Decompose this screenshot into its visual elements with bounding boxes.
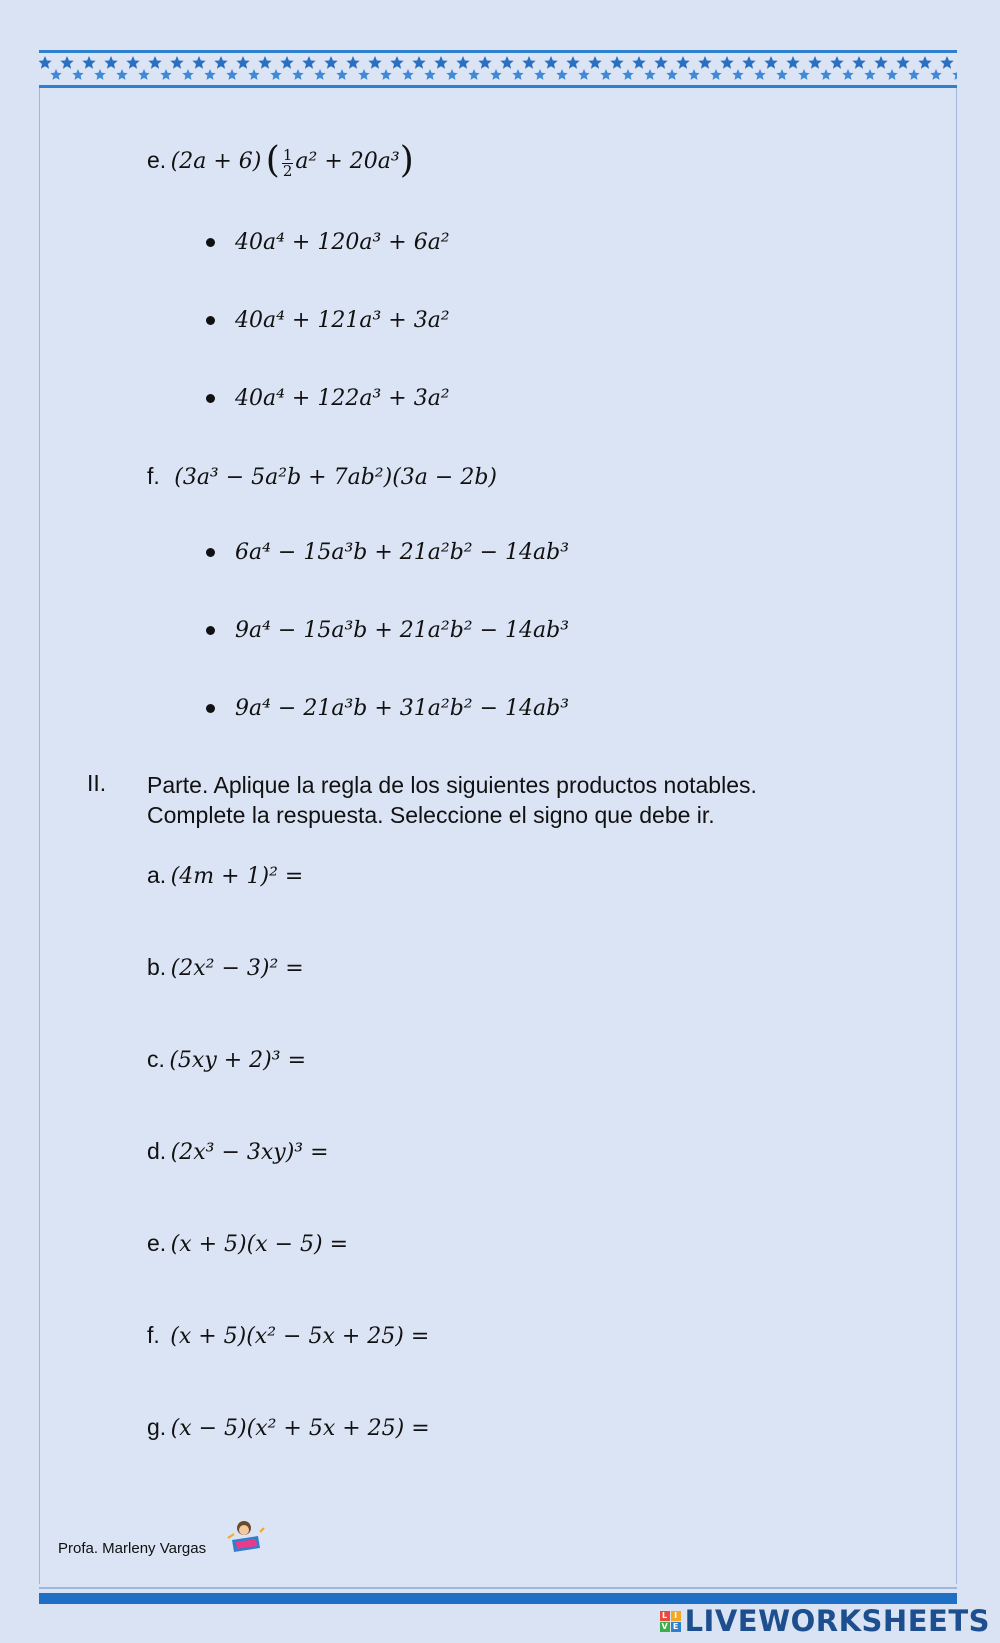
option-choice[interactable] xyxy=(206,618,569,643)
bullet-icon xyxy=(206,548,215,557)
star-icon xyxy=(324,56,337,69)
star-icon xyxy=(534,69,545,80)
star-icon xyxy=(148,56,161,69)
brand-text: LIVEWORKSHEETS xyxy=(684,1604,990,1638)
option-text: 9a⁴ − 21a³b + 31a²b² − 14ab³ xyxy=(235,696,570,721)
star-icon xyxy=(842,69,853,80)
star-icon xyxy=(60,56,73,69)
star-icon xyxy=(676,56,689,69)
star-icon xyxy=(698,56,711,69)
fraction-denominator: 2 xyxy=(282,162,293,181)
star-icon xyxy=(380,69,391,80)
item-b-question xyxy=(147,954,304,981)
item-label: g. xyxy=(147,1414,167,1440)
star-icon xyxy=(204,69,215,80)
star-icon xyxy=(314,69,325,80)
section-instructions xyxy=(147,770,757,830)
item-g-question xyxy=(147,1414,430,1441)
star-icon xyxy=(732,69,743,80)
bullet-icon xyxy=(206,394,215,403)
star-icon xyxy=(754,69,765,80)
grid-letter: V xyxy=(661,1621,668,1631)
star-icon xyxy=(952,69,957,80)
option-choice[interactable] xyxy=(206,540,569,565)
star-icon xyxy=(610,56,623,69)
live-grid-icon xyxy=(660,1611,681,1632)
star-icon xyxy=(566,56,579,69)
grid-letter: I xyxy=(671,1611,681,1621)
star-icon xyxy=(270,69,281,80)
star-icon xyxy=(644,69,655,80)
star-icon xyxy=(764,56,777,69)
star-icon xyxy=(852,56,865,69)
star-icon xyxy=(918,56,931,69)
star-icon xyxy=(786,56,799,69)
item-expression: (x + 5)(x² − 5x + 25) = xyxy=(170,1324,430,1349)
star-icon xyxy=(600,69,611,80)
star-icon xyxy=(710,69,721,80)
star-icon xyxy=(896,56,909,69)
item-c-question xyxy=(147,1046,306,1073)
star-icon xyxy=(930,69,941,80)
item-f-expression: (3a³ − 5a²b + 7ab²)(3a − 2b) xyxy=(174,465,497,490)
open-paren: ( xyxy=(265,140,280,181)
star-icon xyxy=(544,56,557,69)
star-icon xyxy=(478,56,491,69)
bullet-icon xyxy=(206,316,215,325)
option-text: 9a⁴ − 15a³b + 21a²b² − 14ab³ xyxy=(235,618,570,643)
star-icon xyxy=(666,69,677,80)
star-icon xyxy=(874,56,887,69)
close-paren: ) xyxy=(399,140,414,181)
item-e-inner-rest: a² + 20a³ xyxy=(295,149,400,174)
item-label: c. xyxy=(147,1046,165,1072)
star-icon xyxy=(82,56,95,69)
star-icon xyxy=(830,56,843,69)
bullet-icon xyxy=(206,704,215,713)
section-numeral: II. xyxy=(87,770,107,796)
star-icon xyxy=(280,56,293,69)
option-text: 6a⁴ − 15a³b + 21a²b² − 14ab³ xyxy=(235,540,570,565)
item-f2-question xyxy=(147,1322,429,1349)
star-icon xyxy=(104,56,117,69)
star-icon xyxy=(434,56,447,69)
option-choice[interactable] xyxy=(206,696,569,721)
star-icon xyxy=(336,69,347,80)
star-icon xyxy=(170,56,183,69)
item-label: f. xyxy=(147,463,160,489)
option-choice[interactable] xyxy=(206,386,450,411)
item-label: d. xyxy=(147,1138,167,1164)
item-expression: (4m + 1)² = xyxy=(170,864,304,889)
star-icon xyxy=(940,56,953,69)
item-expression: (2x² − 3)² = xyxy=(170,956,304,981)
star-border-band xyxy=(39,50,957,88)
item-expression: (5xy + 2)³ = xyxy=(169,1048,307,1073)
star-icon xyxy=(248,69,259,80)
star-icon xyxy=(39,56,52,69)
star-icon xyxy=(346,56,359,69)
star-icon xyxy=(292,69,303,80)
star-icon xyxy=(402,69,413,80)
item-e-left-factor: (2a + 6) xyxy=(170,149,262,174)
item-expression: (x + 5)(x − 5) = xyxy=(170,1232,349,1257)
star-icon xyxy=(368,56,381,69)
option-choice[interactable] xyxy=(206,230,450,255)
item-label: e. xyxy=(147,147,167,173)
star-icon xyxy=(490,69,501,80)
star-icon xyxy=(160,69,171,80)
item-expression: (2x³ − 3xy)³ = xyxy=(170,1140,329,1165)
option-text: 40a⁴ + 122a³ + 3a² xyxy=(235,386,450,411)
star-icon xyxy=(302,56,315,69)
item-e-question xyxy=(147,140,414,181)
fraction-numerator: 1 xyxy=(282,146,293,165)
author-name: Profa. Marleny Vargas xyxy=(58,1540,207,1557)
bullet-icon xyxy=(206,626,215,635)
star-icon xyxy=(390,56,403,69)
star-icon xyxy=(622,69,633,80)
footer-divider xyxy=(39,1587,957,1589)
star-icon xyxy=(864,69,875,80)
option-text: 40a⁴ + 120a³ + 6a² xyxy=(235,230,450,255)
stars-decoration xyxy=(39,53,957,85)
star-icon xyxy=(412,56,425,69)
star-icon xyxy=(358,69,369,80)
item-e2-question xyxy=(147,1230,348,1257)
item-label: f. xyxy=(147,1322,160,1348)
item-d-question xyxy=(147,1138,329,1165)
star-icon xyxy=(578,69,589,80)
star-icon xyxy=(522,56,535,69)
star-icon xyxy=(588,56,601,69)
grid-letter: E xyxy=(671,1622,681,1632)
star-icon xyxy=(556,69,567,80)
grid-letter: L xyxy=(660,1611,670,1621)
star-icon xyxy=(50,69,61,80)
star-icon xyxy=(226,69,237,80)
star-icon xyxy=(424,69,435,80)
star-icon xyxy=(116,69,127,80)
instruction-line: Parte. Aplique la regla de los siguientes productos notables. xyxy=(147,772,757,798)
star-icon xyxy=(192,56,205,69)
star-icon xyxy=(214,56,227,69)
item-label: b. xyxy=(147,954,167,980)
star-icon xyxy=(456,56,469,69)
star-icon xyxy=(776,69,787,80)
item-label: a. xyxy=(147,862,167,888)
bullet-icon xyxy=(206,238,215,247)
star-icon xyxy=(236,56,249,69)
star-icon xyxy=(654,56,667,69)
star-icon xyxy=(446,69,457,80)
item-f-question xyxy=(147,463,497,490)
star-icon xyxy=(886,69,897,80)
instruction-line: Complete la respuesta. Seleccione el signo que debe ir. xyxy=(147,802,715,828)
star-icon xyxy=(808,56,821,69)
star-icon xyxy=(126,56,139,69)
star-icon xyxy=(72,69,83,80)
star-icon xyxy=(258,56,271,69)
star-icon xyxy=(720,56,733,69)
star-icon xyxy=(468,69,479,80)
item-expression: (x − 5)(x² + 5x + 25) = xyxy=(170,1416,430,1441)
star-icon xyxy=(820,69,831,80)
star-icon xyxy=(688,69,699,80)
star-icon xyxy=(500,56,513,69)
star-icon xyxy=(798,69,809,80)
item-label: e. xyxy=(147,1230,167,1256)
star-icon xyxy=(632,56,645,69)
star-icon xyxy=(94,69,105,80)
star-icon xyxy=(182,69,193,80)
option-choice[interactable] xyxy=(206,308,450,333)
star-icon xyxy=(138,69,149,80)
star-icon xyxy=(512,69,523,80)
fraction xyxy=(282,148,294,179)
star-icon xyxy=(742,56,755,69)
option-text: 40a⁴ + 121a³ + 3a² xyxy=(235,308,450,333)
item-a-question xyxy=(147,862,303,889)
liveworksheets-brand[interactable] xyxy=(660,1603,990,1639)
star-icon xyxy=(908,69,919,80)
mascot-logo-icon xyxy=(224,1518,266,1563)
